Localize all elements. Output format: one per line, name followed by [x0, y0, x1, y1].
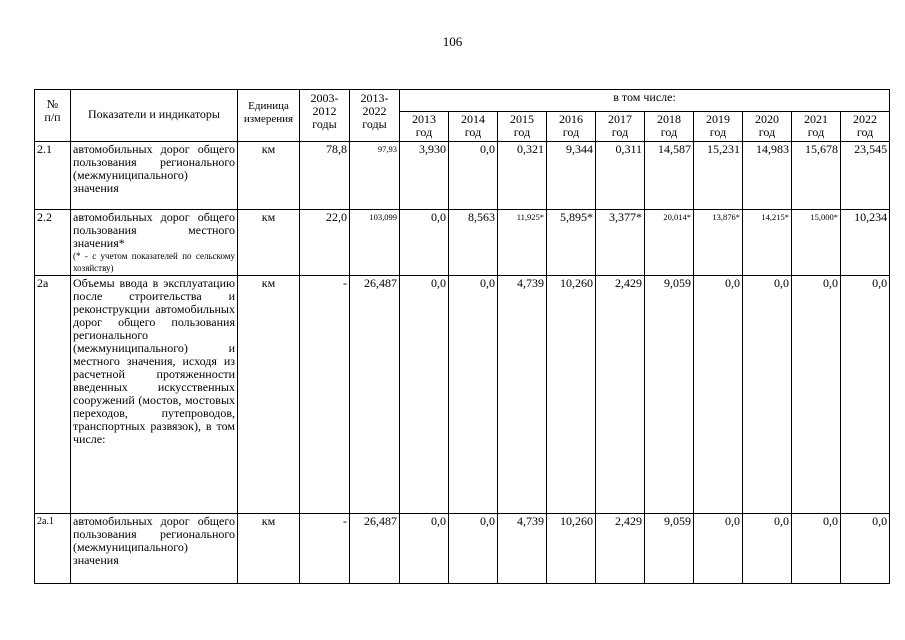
row-year-2017: 2,429	[596, 514, 645, 584]
header-year-2018	[645, 112, 694, 142]
header-year-label: год	[807, 125, 825, 139]
header-year-value: 2019	[706, 112, 730, 126]
header-period-2013-2022: 2013- 2022 годы	[350, 90, 400, 142]
row-indicator-text: автомобильных дорог общего пользования регионального (межмуниципального) значения	[73, 142, 235, 195]
row-indicator-note: (* - с учетом показателей по сельскому хозяйству)	[73, 251, 235, 273]
row-indicator-text: Объемы ввода в эксплуатацию после строительства и реконструкции автомобильных дорог общего пользования регионального (межмуниципального) и местного значения, исходя из расчетной протяженности введенных искусственных сооружений (мостов, мостовых переходов, путепроводов, транспортных развязок), в том числе:	[73, 276, 235, 446]
table-row	[35, 276, 890, 514]
header-year-value: 2015	[510, 112, 534, 126]
header-year-label: год	[611, 125, 629, 139]
row-year-2018: 14,587	[645, 142, 694, 210]
row-year-2020: 0,0	[743, 514, 792, 584]
header-period-2003-2012: 2003- 2012 годы	[300, 90, 350, 142]
row-year-2014: 0,0	[449, 276, 498, 514]
header-year-label: год	[464, 125, 482, 139]
header-year-value: 2018	[657, 112, 681, 126]
row-code: 2а.1	[35, 514, 71, 584]
row-unit: км	[238, 514, 300, 584]
row-code: 2а	[35, 276, 71, 514]
row-year-2022: 10,234	[841, 210, 890, 276]
header-row	[35, 90, 890, 112]
row-period-2003-2012: 78,8	[300, 142, 350, 210]
row-year-2018: 9,059	[645, 276, 694, 514]
row-year-2017: 2,429	[596, 276, 645, 514]
row-code: 2.1	[35, 142, 71, 210]
row-year-2015: 4,739	[498, 514, 547, 584]
row-year-2020: 14,215*	[743, 210, 792, 276]
header-year-value: 2014	[461, 112, 485, 126]
row-year-2015: 4,739	[498, 276, 547, 514]
row-unit: км	[238, 142, 300, 210]
row-indicator-text: автомобильных дорог общего пользования местного значения*	[73, 210, 235, 250]
header-year-2022	[841, 112, 890, 142]
header-year-2017	[596, 112, 645, 142]
row-year-2014: 0,0	[449, 142, 498, 210]
header-year-value: 2016	[559, 112, 583, 126]
header-year-value: 2013	[412, 112, 436, 126]
row-year-2019: 13,876*	[694, 210, 743, 276]
row-period-2003-2012: -	[300, 514, 350, 584]
row-year-2022: 0,0	[841, 514, 890, 584]
row-year-2013: 0,0	[400, 210, 449, 276]
row-year-2014: 0,0	[449, 514, 498, 584]
row-year-2016: 10,260	[547, 514, 596, 584]
row-indicator	[71, 210, 238, 276]
header-year-value: 2021	[804, 112, 828, 126]
row-year-2013: 0,0	[400, 514, 449, 584]
table-row	[35, 142, 890, 210]
row-year-2022: 23,545	[841, 142, 890, 210]
row-year-2021: 15,678	[792, 142, 841, 210]
row-period-2003-2012: -	[300, 276, 350, 514]
row-year-2018: 20,014*	[645, 210, 694, 276]
header-year-label: год	[856, 125, 874, 139]
row-year-2016: 5,895*	[547, 210, 596, 276]
row-indicator-text: автомобильных дорог общего пользования регионального (межмуниципального) значения	[73, 514, 235, 567]
table-row	[35, 210, 890, 276]
row-period-2013-2022: 26,487	[350, 276, 400, 514]
row-year-2018: 9,059	[645, 514, 694, 584]
row-year-2017: 3,377*	[596, 210, 645, 276]
row-year-2022: 0,0	[841, 276, 890, 514]
header-unit: Единица измерения	[238, 90, 300, 142]
row-year-2013: 0,0	[400, 276, 449, 514]
header-year-label: год	[660, 125, 678, 139]
row-year-2016: 10,260	[547, 276, 596, 514]
header-year-label: год	[562, 125, 580, 139]
row-year-2021: 0,0	[792, 276, 841, 514]
row-year-2020: 0,0	[743, 276, 792, 514]
header-year-2020	[743, 112, 792, 142]
row-year-2019: 15,231	[694, 142, 743, 210]
row-period-2013-2022: 26,487	[350, 514, 400, 584]
row-year-2020: 14,983	[743, 142, 792, 210]
header-year-label: год	[513, 125, 531, 139]
header-indicator: Показатели и индикаторы	[71, 90, 238, 142]
header-year-2015	[498, 112, 547, 142]
row-year-2013: 3,930	[400, 142, 449, 210]
row-unit: км	[238, 276, 300, 514]
header-including: в том числе:	[400, 90, 890, 112]
row-period-2003-2012: 22,0	[300, 210, 350, 276]
row-indicator	[71, 514, 238, 584]
header-year-2014	[449, 112, 498, 142]
header-year-2021	[792, 112, 841, 142]
row-indicator	[71, 142, 238, 210]
table-row	[35, 514, 890, 584]
header-year-2013	[400, 112, 449, 142]
row-indicator	[71, 276, 238, 514]
header-year-label: год	[709, 125, 727, 139]
row-year-2021: 0,0	[792, 514, 841, 584]
row-year-2015: 11,925*	[498, 210, 547, 276]
page-number: 106	[442, 34, 463, 49]
row-year-2021: 15,000*	[792, 210, 841, 276]
row-period-2013-2022: 97,93	[350, 142, 400, 210]
header-year-label: год	[758, 125, 776, 139]
row-year-2016: 9,344	[547, 142, 596, 210]
header-year-2019	[694, 112, 743, 142]
row-unit: км	[238, 210, 300, 276]
row-period-2013-2022: 103,099	[350, 210, 400, 276]
header-year-value: 2020	[755, 112, 779, 126]
row-year-2014: 8,563	[449, 210, 498, 276]
row-year-2019: 0,0	[694, 276, 743, 514]
row-year-2015: 0,321	[498, 142, 547, 210]
row-code: 2.2	[35, 210, 71, 276]
header-num: № п/п	[35, 90, 71, 142]
header-year-2016	[547, 112, 596, 142]
indicators-table	[34, 89, 890, 584]
header-year-value: 2017	[608, 112, 632, 126]
header-year-value: 2022	[853, 112, 878, 126]
header-year-label: год	[415, 125, 433, 139]
row-year-2017: 0,311	[596, 142, 645, 210]
row-year-2019: 0,0	[694, 514, 743, 584]
